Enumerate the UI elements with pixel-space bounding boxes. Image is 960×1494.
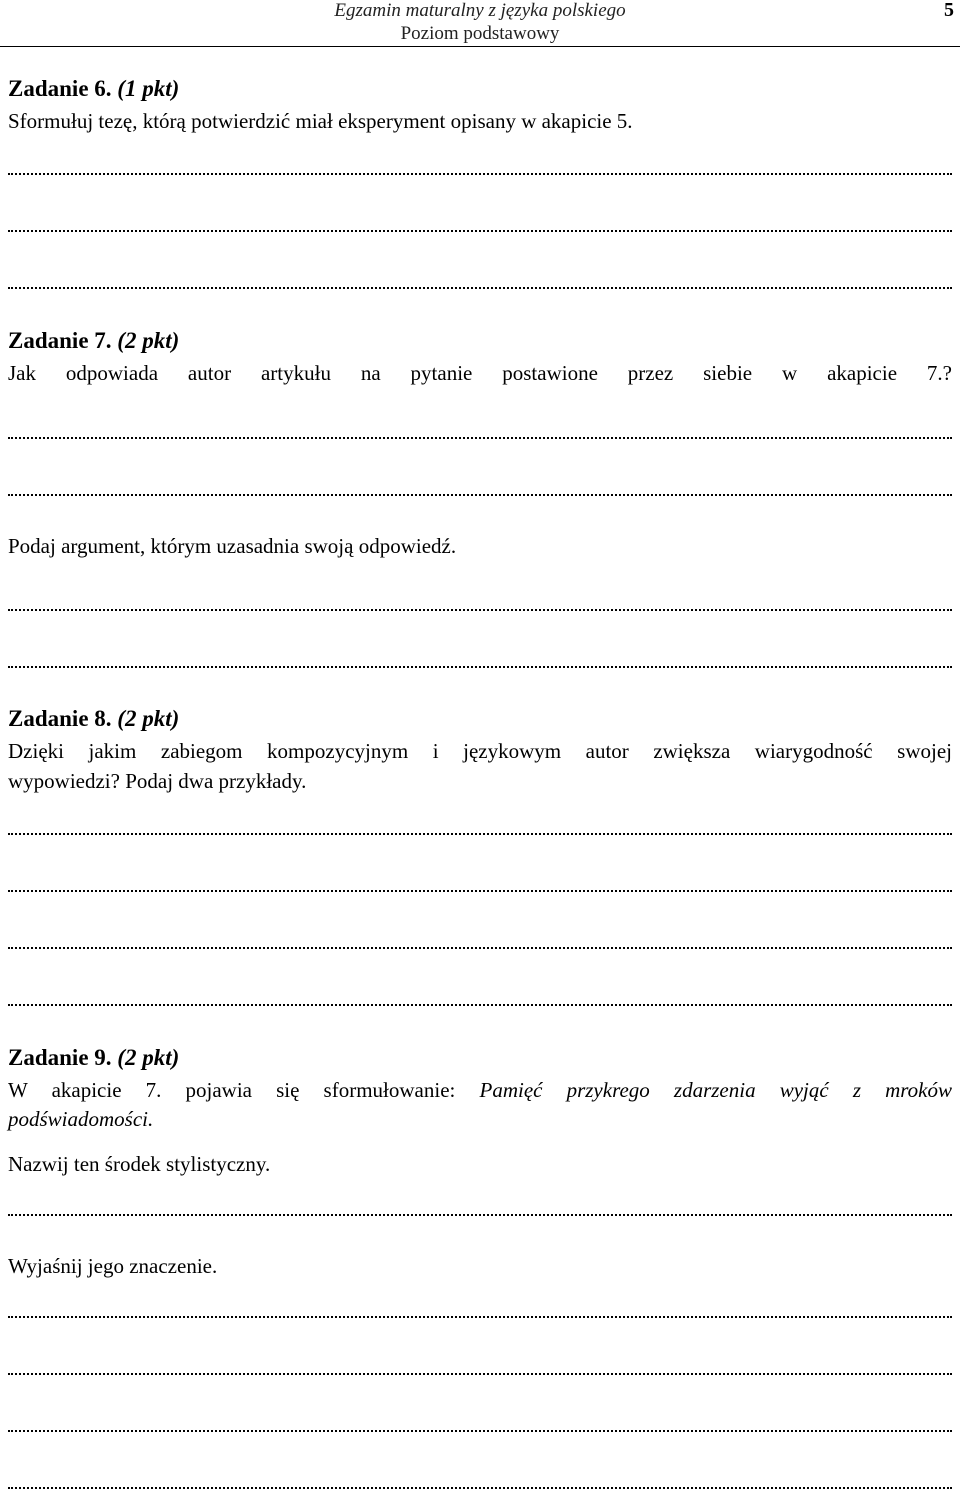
answer-line[interactable] <box>8 666 952 668</box>
task-6-title: Zadanie 6. (1 pkt) <box>8 76 180 101</box>
answer-line[interactable] <box>8 494 952 496</box>
task-9-question-3: Wyjaśnij jego znaczenie. <box>8 1254 218 1278</box>
task-6-question: Sformułuj tezę, którą potwierdzić miał eksperyment opisany w akapicie 5. <box>8 109 633 133</box>
answer-line[interactable] <box>8 947 952 949</box>
answer-line[interactable] <box>8 1316 952 1318</box>
page-header <box>0 0 960 46</box>
header-rule <box>0 46 960 47</box>
answer-line[interactable] <box>8 287 952 289</box>
task-7-question: Jak odpowiada autor artykułu na pytanie postawione przez siebie w akapicie 7.? <box>8 361 952 385</box>
task-9-question-2: Nazwij ten środek stylistyczny. <box>8 1152 271 1176</box>
answer-line[interactable] <box>8 609 952 611</box>
answer-line[interactable] <box>8 1214 952 1216</box>
answer-line[interactable] <box>8 1487 952 1489</box>
answer-line[interactable] <box>8 437 952 439</box>
answer-line[interactable] <box>8 890 952 892</box>
answer-line[interactable] <box>8 1004 952 1006</box>
task-8-question-line2: wypowiedzi? Podaj dwa przykłady. <box>8 769 307 793</box>
exam-title: Egzamin maturalny z języka polskiego <box>334 0 626 21</box>
page-number: 5 <box>944 0 954 21</box>
answer-line[interactable] <box>8 833 952 835</box>
answer-line[interactable] <box>8 173 952 175</box>
task-7-title: Zadanie 7. (2 pkt) <box>8 328 180 353</box>
task-9-title: Zadanie 9. (2 pkt) <box>8 1045 180 1070</box>
answer-line[interactable] <box>8 1373 952 1375</box>
answer-line[interactable] <box>8 230 952 232</box>
task-9-question-line1: W akapicie 7. pojawia się sformułowanie: Pamięć przykrego zdarzenia wyjąć z mroków <box>8 1078 952 1102</box>
task-7-question-2: Podaj argument, którym uzasadnia swoją odpowiedź. <box>8 534 457 558</box>
task-8-title: Zadanie 8. (2 pkt) <box>8 706 180 731</box>
quoted-phrase: Pamięć przykrego zdarzenia wyjąć z mroków <box>479 1078 952 1102</box>
exam-level: Poziom podstawowy <box>400 23 560 44</box>
task-8-question-line1: Dzięki jakim zabiegom kompozycyjnym i językowym autor zwiększa wiarygodność swojej <box>8 739 952 763</box>
answer-line[interactable] <box>8 1430 952 1432</box>
task-9-question-line2: podświadomości. <box>8 1107 154 1131</box>
